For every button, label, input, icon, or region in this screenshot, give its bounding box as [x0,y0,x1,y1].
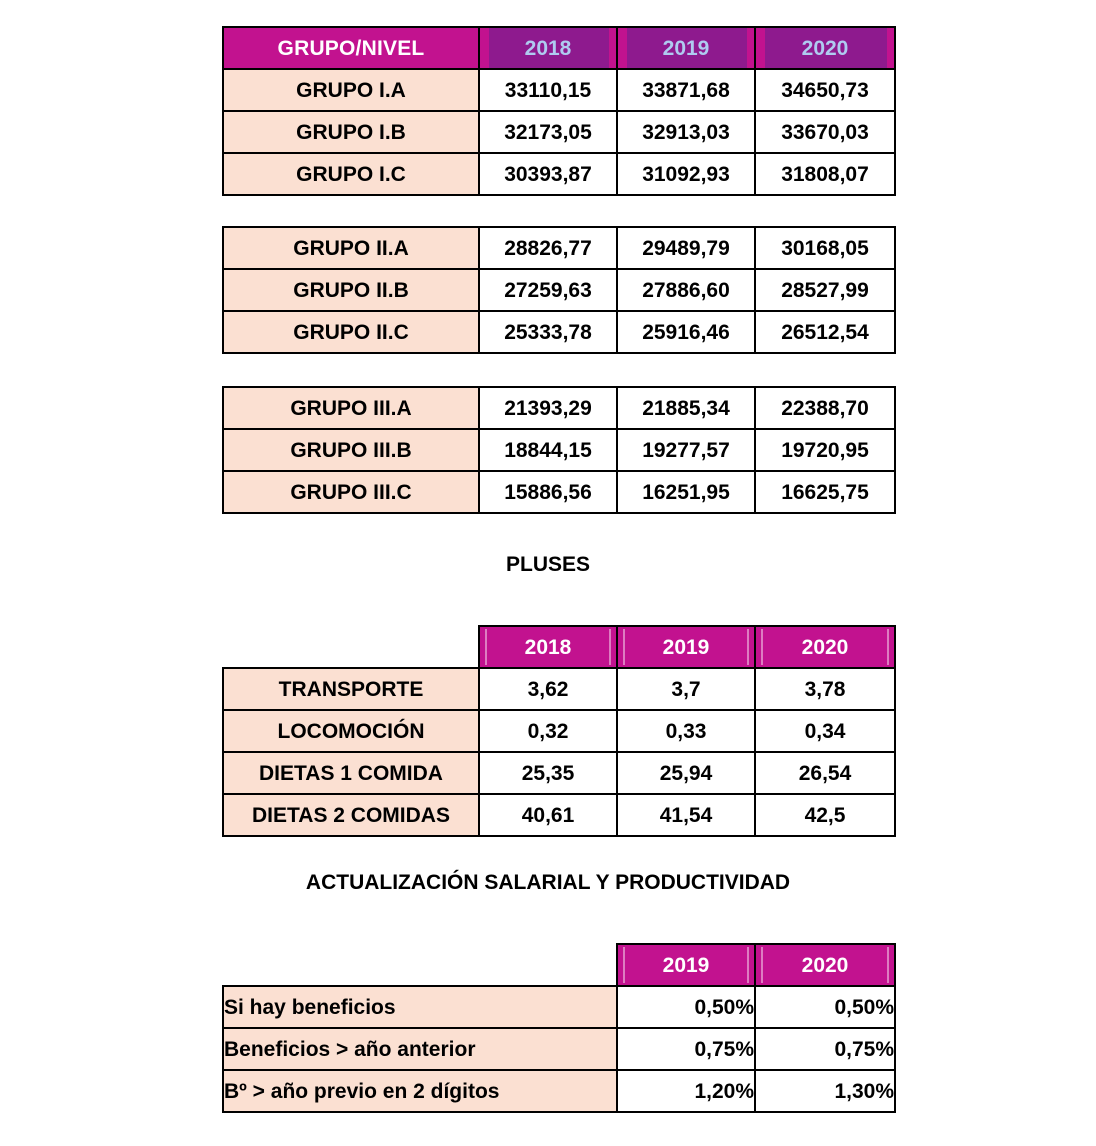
cell-2020: 19720,95 [755,429,895,471]
cell-2020: 0,50% [755,986,895,1028]
row-label: GRUPO III.C [223,471,479,513]
header-year-2018-label: 2018 [524,635,572,659]
cell-2018: 28826,77 [479,227,617,269]
cell-2018: 32173,05 [479,111,617,153]
cell-2018: 15886,56 [479,471,617,513]
cell-2020: 0,34 [755,710,895,752]
cell-2019: 21885,34 [617,387,755,429]
cell-2019: 27886,60 [617,269,755,311]
table-row [223,1028,895,1070]
cell-2019: 32913,03 [617,111,755,153]
table-row [223,387,895,429]
table-row [223,1070,895,1112]
cell-2020: 30168,05 [755,227,895,269]
row-label: GRUPO I.B [223,111,479,153]
cell-2019: 29489,79 [617,227,755,269]
cell-2020: 3,78 [755,668,895,710]
header-year-2020-label: 2020 [801,36,849,60]
header-year-2020-label: 2020 [801,953,849,977]
header-year-2019-label: 2019 [662,635,710,659]
table-row [223,986,895,1028]
table-row [223,668,895,710]
cell-2020: 0,75% [755,1028,895,1070]
header-grupo-nivel: GRUPO/NIVEL [223,27,479,69]
header-year-2019-label: 2019 [662,36,710,60]
row-label: LOCOMOCIÓN [223,710,479,752]
row-label: Si hay beneficios [223,986,617,1028]
table-row [223,752,895,794]
section-title-pluses: PLUSES [505,553,591,576]
row-label: GRUPO III.A [223,387,479,429]
table-row [223,429,895,471]
section-title-actualizacion: ACTUALIZACIÓN SALARIAL Y PRODUCTIVIDAD [305,871,791,894]
header-year-2018-label: 2018 [524,36,572,60]
cell-2020: 22388,70 [755,387,895,429]
cell-2019: 0,50% [617,986,755,1028]
cell-2019: 16251,95 [617,471,755,513]
cell-2018: 27259,63 [479,269,617,311]
row-label: Beneficios > año anterior [223,1028,617,1070]
cell-2019: 25916,46 [617,311,755,353]
header-year-2020-label: 2020 [801,635,849,659]
header-year-2020 [755,626,895,668]
cell-2018: 30393,87 [479,153,617,195]
row-label: DIETAS 1 COMIDA [223,752,479,794]
header-year-2019 [617,944,755,986]
cell-2020: 26,54 [755,752,895,794]
row-label: GRUPO II.C [223,311,479,353]
header-year-2019-label: 2019 [662,953,710,977]
row-label: GRUPO III.B [223,429,479,471]
cell-2019: 1,20% [617,1070,755,1112]
cell-2019: 0,75% [617,1028,755,1070]
row-label: GRUPO I.A [223,69,479,111]
cell-2019: 3,7 [617,668,755,710]
cell-2019: 25,94 [617,752,755,794]
table-header-row [223,27,895,69]
table-row [223,227,895,269]
cell-2020: 33670,03 [755,111,895,153]
actualizacion-table [222,943,896,1113]
cell-2019: 19277,57 [617,429,755,471]
table-row [223,153,895,195]
cell-2020: 16625,75 [755,471,895,513]
table-row [223,471,895,513]
row-label: Bº > año previo en 2 dígitos [223,1070,617,1112]
cell-2019: 0,33 [617,710,755,752]
cell-2020: 1,30% [755,1070,895,1112]
row-label: GRUPO I.C [223,153,479,195]
table-header-row [223,626,895,668]
header-year-2019 [617,27,755,69]
row-label: GRUPO II.A [223,227,479,269]
cell-2018: 25333,78 [479,311,617,353]
cell-2020: 31808,07 [755,153,895,195]
pluses-table [222,625,896,837]
cell-2020: 42,5 [755,794,895,836]
cell-2018: 0,32 [479,710,617,752]
salary-table-group-ii [222,226,896,354]
cell-2020: 28527,99 [755,269,895,311]
cell-2018: 40,61 [479,794,617,836]
table-header-row [223,944,895,986]
cell-2020: 34650,73 [755,69,895,111]
cell-2018: 33110,15 [479,69,617,111]
row-label: GRUPO II.B [223,269,479,311]
header-year-2020 [755,27,895,69]
table-row [223,710,895,752]
table-row [223,69,895,111]
header-year-2018 [479,27,617,69]
header-year-2019 [617,626,755,668]
cell-2019: 31092,93 [617,153,755,195]
header-year-2020 [755,944,895,986]
salary-table-group-i [222,26,896,196]
header-empty-corner [223,944,617,986]
header-empty-corner [223,626,479,668]
salary-table-group-iii [222,386,896,514]
header-year-2018 [479,626,617,668]
table-row [223,111,895,153]
table-row [223,794,895,836]
table-row [223,269,895,311]
cell-2019: 41,54 [617,794,755,836]
table-row [223,311,895,353]
row-label: TRANSPORTE [223,668,479,710]
cell-2020: 26512,54 [755,311,895,353]
cell-2019: 33871,68 [617,69,755,111]
cell-2018: 21393,29 [479,387,617,429]
cell-2018: 25,35 [479,752,617,794]
cell-2018: 3,62 [479,668,617,710]
row-label: DIETAS 2 COMIDAS [223,794,479,836]
cell-2018: 18844,15 [479,429,617,471]
